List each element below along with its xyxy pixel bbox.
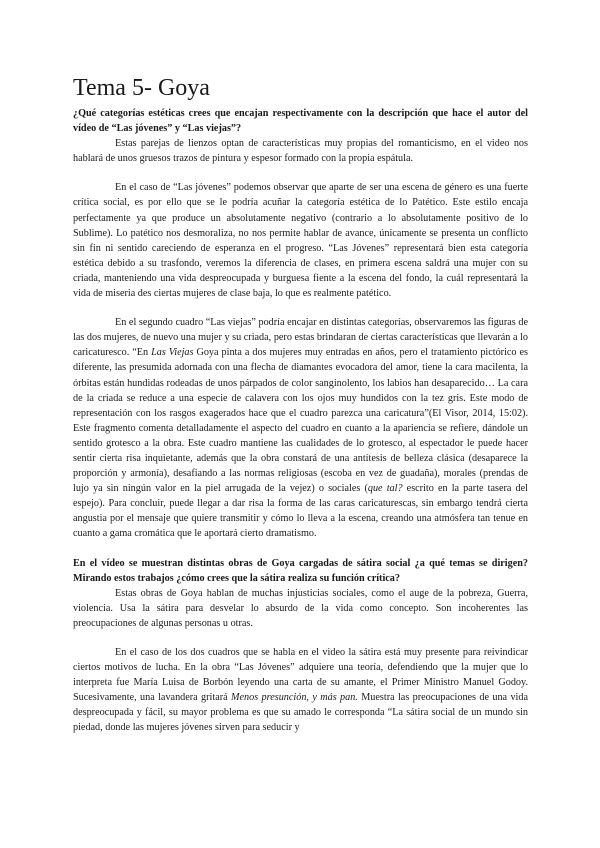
question-2: En el vídeo se muestran distintas obras de Goya cargadas de sátira social ¿a qué temas se dirigen? Mirando estos trabajos ¿cómo crees que la sátira realiza su función crítica? <box>73 557 528 584</box>
paragraph-spacer <box>73 631 528 645</box>
artwork-title-las-viejas: Las Viejas <box>151 347 194 359</box>
quote-menos-presuncion: Menos presunción, y más pan. <box>231 692 358 704</box>
paragraph-2: En el caso de “Las jóvenes” podemos observar que aparte de ser una escena de género es una fuerte crítica social, es por ello que se le podría acuñar la categoría estética de lo Patético. Este estilo encaja perfectamente ya que produce un absolutamente negativo (contrario a lo absolutamente positivo de lo Sublime). Lo patético nos desmoraliza, no nos permite hablar de avance, únicamente se presenta un conflicto sin fin ni sentido careciendo de esperanza en el progreso. “Las Jóvenes” representará bien esta categoría estética debido a su trasfondo, veremos la diferencia de clases, en primera escena saldrá una mujer con su criada, manteniendo una vida despreocupada y burguesa fiente a la escena del fondo, la cuál representará la vida de miseria des ciertas mujeres de clase baja, lo que es realmente patético. <box>73 182 528 300</box>
mirror-inscription: que tal? <box>367 483 403 495</box>
paragraph-1: Estas parejas de lienzos optan de características muy propias del romanticismo, en el video nos hablará de unos gruesos trazos de pintura y espesor formado con la propia espátula. <box>73 138 528 165</box>
paragraph-3 <box>73 315 528 541</box>
paragraph-spacer <box>73 542 528 556</box>
document-title: Tema 5- Goya <box>73 75 210 101</box>
paragraph-spacer <box>73 301 528 315</box>
paragraph-5 <box>73 645 528 736</box>
paragraph-3-part-b: Goya pinta a dos mujeres muy entradas en años, pero el tratamiento pictórico es diferente, las presumida adornada con una flecha de diamantes evocadora del amor, tiene la cara macilenta, la órbitas están hundidas rodeadas de unos párpados de color sanginolento, los labios han desaparecido… La cara de la criada se reduce a una especie de calavera con los ojos muy hundidos con la tez gris. Este modo de representación con los rasgos exagerados hace que el cuadro parezca una caricatura”(El Visor, 2014, 15:02). Este fragmento comenta detalladamente el aspecto del cuadro en cuanto a la apariencia se refiere, dándole un sentido grotesco a la obra. Este cuadro mantiene las cualidades de lo grotesco, al espectador le puede hacer sentir cierta risa inquietante, además que la obra constará de una antítesis de belleza clásica (desaparece la proporción y armonía), desafiando a las normas religiosas (escoba en vez de guadaña), morales (prendas de lujo ya sin ningún valor en la piel arrugada de la vejez) o sociales ( <box>73 347 528 495</box>
paragraph-5-part-b: Muestra las preocupaciones de una vida despreocupada y fácil, su mayor problema es que su amado le corresponda “La sátira social de un mundo sin piedad, donde las mujeres jóvenes sirven para seducir y <box>73 692 528 734</box>
paragraph-3-part-a: En el segundo cuadro “Las viejas” podría encajar en distintas categorías, observaremos las figuras de las dos mujeres, de nuevo una mujer y su criada, pero estas brindaran de ciertas características que llevarán a lo caricaturesco. “En <box>73 317 528 359</box>
paragraph-5-part-a: En el caso de los dos cuadros que se habla en el video la sátira está muy presente para reivindicar ciertos motivos de lucha. En la obra “Las Jóvenes” adquiere una teoría, defendiendo que la mujer que lo interpreta fue María Luisa de Borbón leyendo una carta de su amante, el Primer Ministro Manuel Godoy. Sucesivamente, una lavandera gritará <box>73 647 528 704</box>
document-body <box>73 74 528 736</box>
paragraph-3-part-c: escrito en la parte tasera del espejo). Para concluir, puede llegar a dar risa la forma de las caras caricaturescas, sin embargo tendrá cierta angustia por el mensaje que quiere transmitir y cómo lo lleva a la escena, creando una atmósfera tan tenue en cuanto a gama cromática que le aportará cierto dramatismo. <box>73 483 529 540</box>
paragraph-spacer <box>73 166 528 180</box>
paragraph-4: Estas obras de Goya hablan de muchas injusticias sociales, como el auge de la pobreza, Guerra, violencia. Usa la sátira para desvelar lo absurdo de la vida como concepto. Son incoherentes las preocupaciones de algunas personas u otras. <box>73 587 528 629</box>
question-1: ¿Qué categorías estéticas crees que encajan respectivamente con la descripción que hace el autor del vídeo de “Las jóvenes” y “Las viejas”? <box>73 108 528 135</box>
